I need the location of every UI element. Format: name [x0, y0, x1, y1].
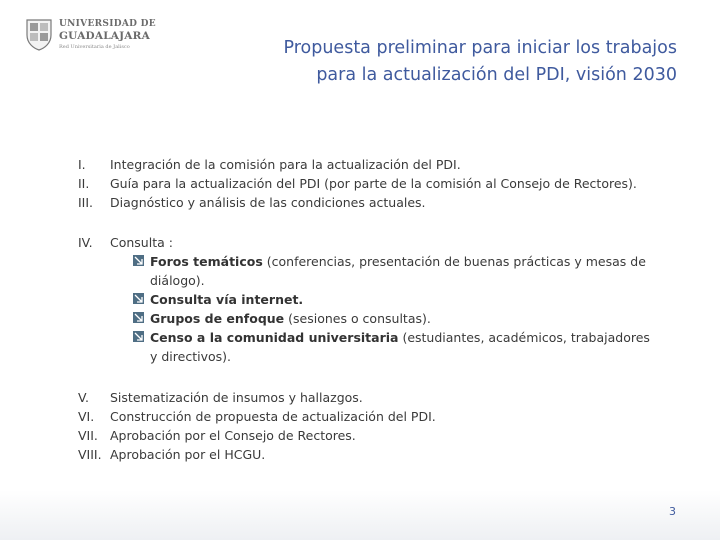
slide-title-line1: Propuesta preliminar para iniciar los trabajos [283, 38, 677, 58]
sub-item-bold: Consulta vía internet. [150, 292, 304, 307]
sub-item-bold: Grupos de enfoque [150, 311, 285, 326]
logo-text-line1: UNIVERSIDAD DE [59, 19, 156, 29]
item-text: Aprobación por el HCGU. [110, 447, 266, 462]
item-number: VIII. [78, 447, 102, 462]
sub-item-text: (conferencias, presentación de buenas prácticas y mesas de diálogo). [150, 254, 646, 288]
item-number: V. [78, 390, 89, 405]
sub-item-text: (estudiantes, académicos, trabajadores y directivos). [150, 330, 650, 364]
sub-list-item [133, 309, 658, 328]
university-crest-icon [24, 17, 54, 51]
item-text: Sistematización de insumos y hallazgos. [110, 390, 363, 405]
slide-title-line2: para la actualización del PDI, visión 2030 [316, 65, 677, 85]
item-text: Construcción de propuesta de actualización del PDI. [110, 409, 436, 424]
sub-item-text: (sesiones o consultas). [284, 311, 431, 326]
university-logo [24, 17, 156, 53]
arrow-bullet-icon [133, 293, 144, 304]
footer-gradient [0, 490, 720, 540]
arrow-bullet-icon [133, 255, 144, 266]
sub-list-item [133, 252, 658, 290]
logo-subtitle: Red Universitaria de Jalisco [59, 44, 130, 50]
sub-list-item [133, 290, 658, 309]
sub-list-item [133, 328, 658, 366]
item-number: VII. [78, 428, 98, 443]
item-number: III. [78, 195, 94, 210]
item-number: I. [78, 157, 86, 172]
item-number: II. [78, 176, 90, 191]
item-text: Aprobación por el Consejo de Rectores. [110, 428, 356, 443]
sub-item-bold: Censo a la comunidad universitaria [150, 330, 399, 345]
item-text: Consulta : [110, 235, 173, 250]
item-text: Guía para la actualización del PDI (por parte de la comisión al Consejo de Rectores). [110, 176, 637, 191]
page-number: 3 [669, 505, 676, 518]
arrow-bullet-icon [133, 331, 144, 342]
item-number: VI. [78, 409, 95, 424]
consulta-sublist [133, 252, 658, 366]
item-text: Integración de la comisión para la actualización del PDI. [110, 157, 461, 172]
item-number: IV. [78, 235, 93, 250]
sub-item-bold: Foros temáticos [150, 254, 263, 269]
item-text: Diagnóstico y análisis de las condiciones actuales. [110, 195, 426, 210]
slide-title [157, 35, 677, 89]
logo-text-line2: GUADALAJARA [59, 30, 150, 42]
arrow-bullet-icon [133, 312, 144, 323]
